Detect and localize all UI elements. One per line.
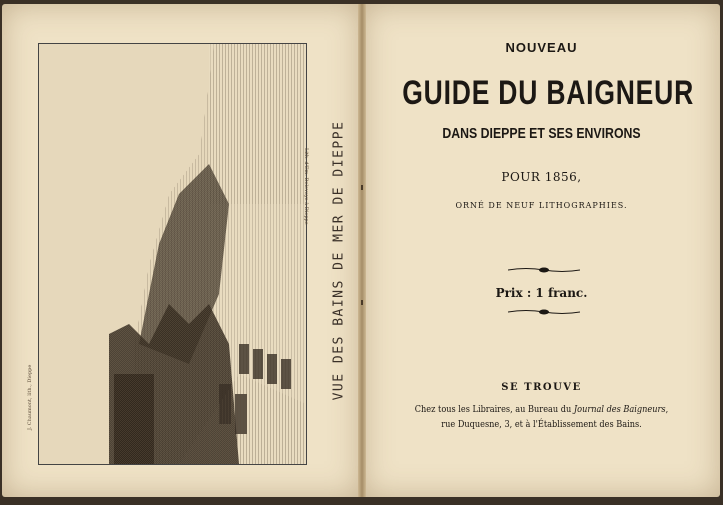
lithograph-illustration <box>38 43 307 465</box>
dieppe-beach-engraving <box>39 44 306 464</box>
price: Prix : 1 franc. <box>495 286 588 300</box>
lithographer-imprint-right: Lith. d'Em. Delevoye à Dieppe <box>303 148 309 225</box>
address-line-2: rue Duquesne, 3, et à l'Établissement des Bains. <box>441 419 642 430</box>
address-line-1 <box>388 404 695 415</box>
subtitle: DANS DIEPPE ET SES ENVIRONS <box>442 125 641 142</box>
lithographer-imprint-left: J. Chaumont, lith., Dieppe <box>27 364 33 430</box>
plate-caption-wrapper <box>328 120 350 400</box>
address-line-1-pre: Chez tous les Libraires, au Bureau du <box>414 404 574 415</box>
title-line-nouveau: NOUVEAU <box>505 40 578 55</box>
illustrations-note: ORNÉ DE NEUF LITHOGRAPHIES. <box>455 201 628 210</box>
plate-caption: VUE DES BAINS DE MER DE DIEPPE <box>331 120 347 400</box>
title-page <box>363 0 720 493</box>
se-trouve: SE TROUVE <box>501 382 582 393</box>
address-line-1-post: , <box>665 404 669 415</box>
main-title: GUIDE DU BAIGNEUR <box>402 74 695 112</box>
journal-name: Journal des Baigneurs <box>573 404 666 415</box>
ornament-divider-bottom <box>508 308 580 316</box>
year-line: POUR 1856, <box>501 170 582 184</box>
ornament-divider-top <box>508 266 580 274</box>
